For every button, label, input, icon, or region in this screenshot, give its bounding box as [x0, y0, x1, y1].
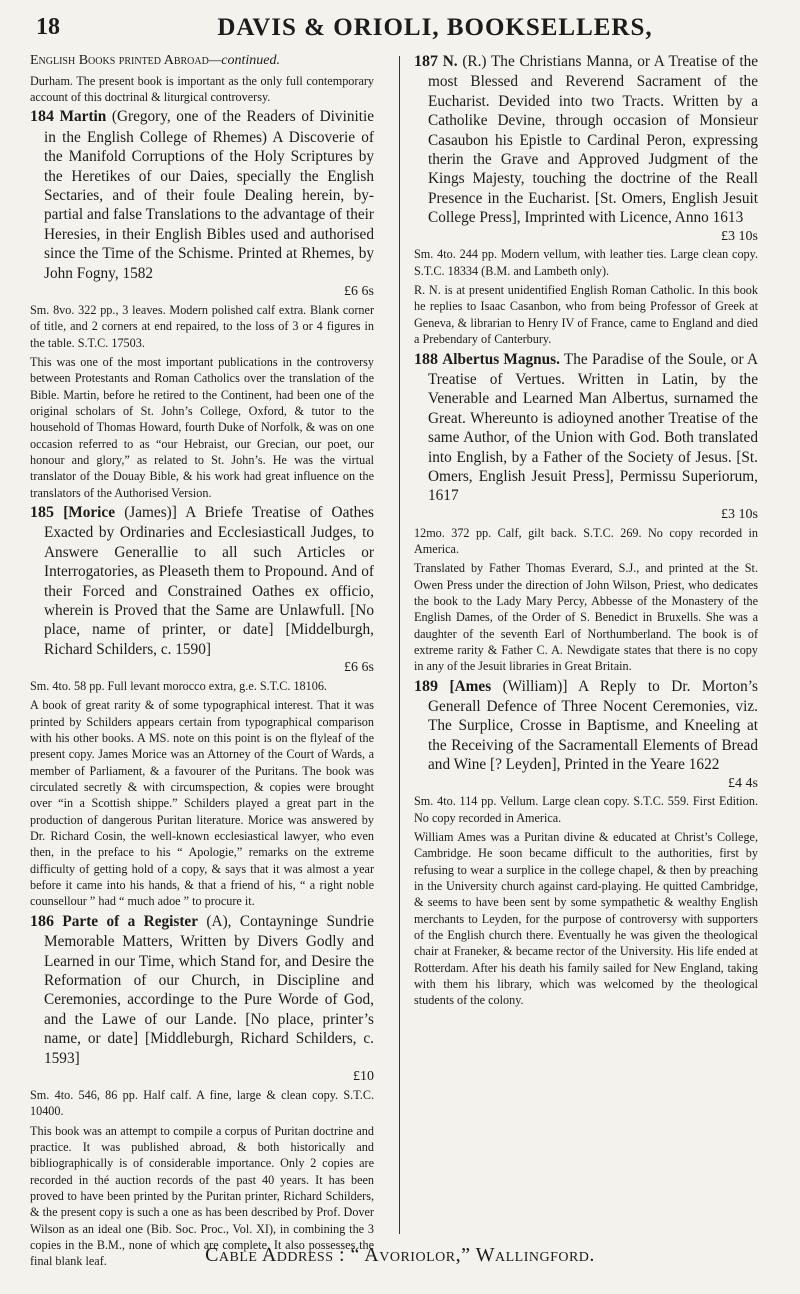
- entry-note: Translated by Father Thomas Everard, S.J., and printed at the St. Owen Press under the direction of John Wilson, Priest, who dedicates the book to the Lady Mary Percy, Abbesse of the Monastery of the English Dames, of the Order of S. Benedict in Bruxells. She was a daughter of the seventh Earl of Northumberland. The book is of extreme rarity & Father C. A. Newdigate states that there is no copy in any of the Jesuit libraries in Great Britain.: [414, 561, 758, 674]
- entry-collation: Sm. 8vo. 322 pp., 3 leaves. Modern polished calf extra. Blank corner of title, and 2 corners at end repaired, to the loss of 3 or 4 figures in the table. S.T.C. 17503.: [30, 302, 374, 350]
- entry-price: £3 10s: [721, 228, 758, 244]
- section-continued: —continued.: [208, 53, 281, 68]
- entry-title-text: (William)] A Reply to Dr. Morton’s Generall Defence of Three Nocent Ceremonies, viz. The Surplice, Crosse in Baptisme, and Kneeling at the Receiving of the Sacramentall Elements of Bread and Wine [? Leyden], Printed in the Yeare 1622: [428, 677, 759, 774]
- entry-collation: 12mo. 372 pp. Calf, gilt back. S.T.C. 269. No copy recorded in America.: [414, 525, 758, 556]
- entry-author: [Ames: [449, 677, 492, 695]
- entry-185: [30, 503, 374, 910]
- entry-189: [414, 677, 758, 1009]
- entry-price: £6 6s: [344, 284, 374, 300]
- cable-address: Cable Address : “ Avoriolor,” Wallingford.: [205, 1244, 595, 1266]
- entry-price: £4 4s: [728, 775, 758, 791]
- entry-187: [414, 52, 758, 348]
- entry-price: £6 6s: [344, 660, 374, 676]
- entry-price: £10: [353, 1069, 374, 1085]
- entry-188-title: [414, 350, 758, 506]
- entry-188: [414, 350, 758, 675]
- column-divider: [399, 56, 400, 1234]
- entry-note: A book of great rarity & of some typographical interest. That it was printed by Schilders appears certain from typographical comparison with his other books. A MS. note on this point is on the flyleaf of the present copy. James Morice was an Attorney of the Court of Wards, a member of Parliament, & a favourer of the Puritans. The book was circulated secretly & with circumspection, & copies were brought over “in a Scottish shippe.” Schilders played a great part in the production of dangerous Puritan literature. Morice was answered by Dr. Richard Cosin, the well-known ecclesiastical lawyer, who even then, in the preface to his “ Apologie,” remarks on the extreme difficulty of getting hold of a copy, & says that it was almost a year before it came into his hands, & that a friend of his, “ a right noble counsellour ” had “ much adoe ” to procure it.: [30, 698, 374, 909]
- entry-title-text: (A), Contayninge Sundrie Memorable Matters, Written by Divers Godly and Learned in our Time, which Stand for, and Desire the Reformation of our Church, in Discipline and Ceremonies, accordinge to the Pure Worde of God, and the Lawe of our Lande. [No place, printer’s name, or date] [Middleburgh, Richard Schilders, c. 1593]: [44, 912, 375, 1067]
- entry-author: Parte of a Register: [62, 912, 199, 930]
- entry-title-text: The Paradise of the Soule, or A Treatise of Vertues. Written in Latin, by the Venerable and Learned Man Albertus, surnamed the Great. Whereunto is adioyned another Treatise of the same Author, of the Union with God. Both translated into English, by a Father of the Society of Jesus. [St. Omers, English Jesuit Press], Permissu Superiorum, 1617: [428, 350, 758, 505]
- entry-183-note: Durham. The present book is important as the only full contemporary account of this doctrinal & liturgical controversy.: [30, 73, 374, 105]
- entry-184-title: [30, 107, 374, 283]
- running-head: DAVIS & ORIOLI, BOOKSELLERS,: [217, 14, 653, 41]
- entry-collation: Sm. 4to. 58 pp. Full levant morocco extra, g.e. S.T.C. 18106.: [30, 679, 327, 694]
- entry-number: 186: [30, 912, 54, 930]
- page-number: 18: [36, 14, 60, 40]
- entry-186-title: [30, 912, 374, 1068]
- entry-title-text: (Gregory, one of the Readers of Divinitie in the English College of Rhemes) A Discoverie of the Manifold Corruptions of the Holy Scriptures by the Heretikes of our Daies, specially the English Sectaries, and of their foule Dealing herein, by-partial and false Translations to the advantage of their Heresies, in their English Bibles used and authorised since the Time of the Schisme. Printed at Rhemes, by John Fogny, 1582: [44, 108, 375, 282]
- entry-187-title: [414, 52, 758, 228]
- entry-collation: Sm. 4to. 244 pp. Modern vellum, with leather ties. Large clean copy. S.T.C. 18334 (B.M. and Lambeth only).: [414, 247, 758, 278]
- entry-186: [30, 912, 374, 1270]
- entry-185-title: [30, 503, 374, 659]
- entry-author: [Morice: [63, 504, 115, 521]
- entry-note: William Ames was a Puritan divine & educated at Christ’s College, Cambridge. He soon became difficult to the authorities, first by refusing to wear a surplice in the college chapel, & then by preaching in the University church against card-playing. He quitted Cambridge, & seems to have been sent by some sympathetic & wealthy English merchants to Leyden, for the purpose of controversy with supporters of the English church there. Eventually he was given the theological chair at Franeker, & became rector of the University. His life ended at Rotterdam. After his death his family sailed for New England, taking with them his library, which was welcomed by the theological students of the colony.: [414, 830, 758, 1008]
- entry-author: Albertus Magnus.: [442, 350, 560, 368]
- right-column: [414, 52, 758, 1009]
- entry-189-title: [414, 677, 758, 775]
- entry-number: 188: [414, 350, 438, 368]
- entry-184: [30, 107, 374, 501]
- entry-note: This was one of the most important publications in the controversy between Protestants and Roman Catholics over the translation of the Bible. Martin, before he retired to the Continent, had been one of the original scholars of St. John’s College, Oxford, & tutor to the household of Thomas Howard, fourth Duke of Norfolk, & was on one occasion referred to as “our Hebraist, our Grecian, our poet, our honour and glory,” as related to St. John’s. He was the virtual translator of the Douay Bible, & his work had great influence on the translators of the Authorised Version.: [30, 354, 374, 500]
- entry-number: 184: [30, 108, 54, 126]
- entry-number: 189: [414, 677, 438, 695]
- section-title: English Books printed Abroad: [30, 53, 209, 68]
- page-header: [30, 14, 770, 48]
- section-heading: [30, 52, 374, 71]
- entry-author: Martin: [59, 108, 107, 126]
- entry-title-text: (James)] A Briefe Treatise of Oathes Exacted by Ordinaries and Ecclesiasticall Judges, to Answere Generallie to all such Articles or Interrogatories, as Pleaseth them to Propound. And of their Forced and Constrained Oathes ex officio, wherein is Proved that the Same are Unlawfull. [No place, name of printer, or date] [Middelburgh, Richard Schilders, c. 1590]: [44, 504, 375, 658]
- entry-author: N.: [442, 53, 458, 70]
- left-column: [30, 52, 374, 1270]
- entry-number: 187: [414, 53, 438, 70]
- entry-price: £3 10s: [721, 506, 758, 522]
- entry-collation: Sm. 4to. 546, 86 pp. Half calf. A fine, large & clean copy. S.T.C. 10400.: [30, 1087, 374, 1119]
- entry-note: R. N. is at present unidentified English Roman Catholic. In this book he replies to Isaac Casanbon, who from being Professor of Greek at Geneva, & librarian to Henry IV of France, came to England and died a Prebendary of Canterbury.: [414, 283, 758, 347]
- entry-note: This book was an attempt to compile a corpus of Puritan doctrine and practice. It was published abroad, & both historically and bibliographically is of considerable importance. Only 2 copies are recorded in thé auction records of the past 40 years. It has been proved to have been printed by the Puritan printer, Richard Schilders, & the present copy is such a one as has been described by Prof. Dover Wilson as an ideal one (Bib. Soc. Proc., Vol. XI), in combining the 3 copies in the B.M., none of which are complete. It also possesses the final blank leaf.: [30, 1123, 374, 1269]
- entry-number: 185: [30, 504, 54, 521]
- entry-title-text: (R.) The Christians Manna, or A Treatise of the most Blessed and Reverend Sacrament of the Eucharist. Devided into two Tracts. Written by a Catholike Devine, through occasion of Monsieur Casaubon his Epistle to Cardinal Peron, expressing therin the Grave and Approved Judgment of the Kings Majesty, touching the doctrine of the Reall Presence in the Eucharist. [St. Omers, English Jesuit College Press], Imprinted with Licence, Anno 1613: [428, 53, 759, 227]
- entry-collation: Sm. 4to. 114 pp. Vellum. Large clean copy. S.T.C. 559. First Edition. No copy recorded in America.: [414, 794, 758, 825]
